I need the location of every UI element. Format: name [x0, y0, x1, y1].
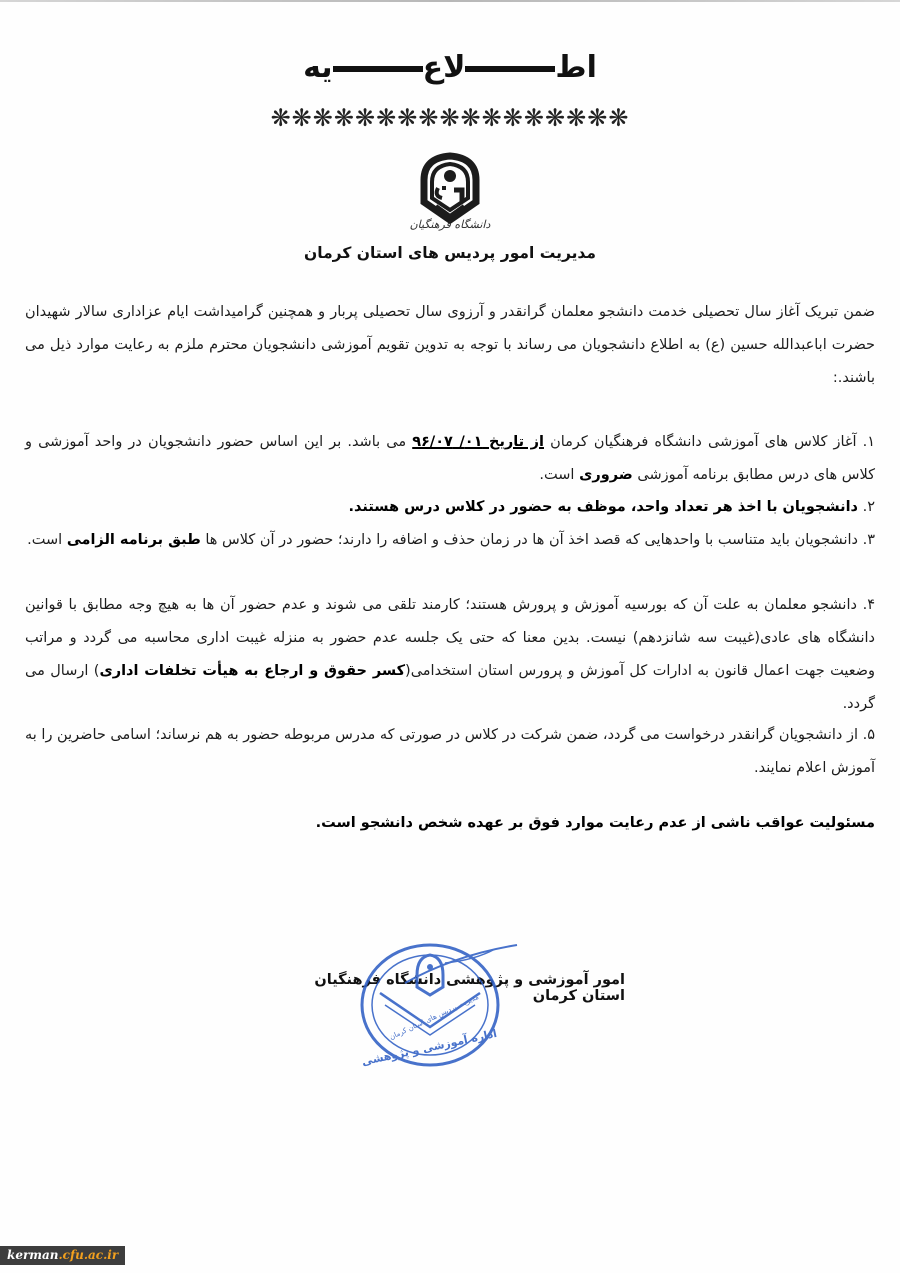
scan-edge — [0, 0, 900, 2]
item-emphasis: کسر حقوق و ارجاع به هیأت تخلفات اداری — [99, 663, 406, 679]
title-part-end: یه — [303, 50, 333, 85]
stamp-inner-text: مدیریت پردیس های استان کرمان — [388, 992, 481, 1042]
item-emphasis: ضروری — [579, 467, 633, 483]
organization-name: مدیریت امور پردیس های استان کرمان — [304, 244, 596, 262]
title-part-mid: لاع — [422, 50, 466, 85]
item-text: ۳. دانشجویان باید متناسب با واحدهایی که قصد اخذ آن ها در زمان حذف و اضافه را دارند؛ حضور در آن کلاس ها — [200, 532, 875, 548]
list-item-1 — [25, 426, 875, 492]
watermark-domain-prefix: kerman — [7, 1248, 59, 1262]
stamp-outer-text: اداره آموزشی و پژوهشی — [360, 1026, 499, 1069]
closing-statement: مسئولیت عواقب ناشی از عدم رعایت موارد فوق بر عهده شخص دانشجو است. — [315, 815, 875, 831]
watermark-domain-suffix: .cfu.ac.ir — [58, 1248, 119, 1262]
list-item-2 — [25, 491, 875, 524]
item-text: ۱. آغاز کلاس های آموزشی دانشگاه فرهنگیان کرمان — [543, 434, 876, 450]
item-emphasis: دانشجویان با اخذ هر تعداد واحد، موظف به حضور در کلاس درس هستند. — [348, 499, 858, 515]
logo-caption: دانشگاه فرهنگیان — [409, 218, 491, 231]
item-text: ۲. — [857, 499, 875, 515]
start-date: از تاریخ ۰۱/ ۹۶/۰۷ — [412, 434, 544, 450]
announcement-title — [240, 50, 660, 85]
decorative-stars: ❋❋❋❋❋❋❋❋❋❋❋❋❋❋❋❋❋ — [270, 104, 630, 132]
intro-paragraph: ضمن تبریک آغاز سال تحصیلی خدمت دانشجو معلمان گرانقدر و آرزوی سال تحصیلی پربار و همچنین گرامیداشت ایام عزاداری سالار شهیدان حضرت اباعبدالله حسین (ع) به اطلاع دانشجویان می رساند با توجه به تدوین تقویم آموزشی دانشجویان محترم ملزم به رعایت موارد ذیل می باشند.: — [25, 304, 875, 386]
title-kashida — [333, 66, 423, 72]
list-item-4 — [25, 589, 875, 721]
list-item-3 — [25, 524, 875, 557]
official-stamp-icon — [345, 935, 520, 1070]
list-item-5 — [25, 719, 875, 785]
site-watermark — [0, 1246, 125, 1265]
title-part-start: اط — [555, 50, 597, 85]
item-emphasis: طبق برنامه الزامی — [66, 532, 201, 548]
item-text: ) ارسال می گردد. — [25, 663, 875, 712]
item-text: می باشد. بر این اساس حضور دانشجویان در واحد آموزشی و کلاس های درس مطابق برنامه آموزشی — [25, 434, 875, 483]
item-text: ۴. دانشجو معلمان به علت آن که بورسیه آموزش و پرورش هستند؛ کارمند تلقی می شوند و عدم حضور آن ها به هیچ وجه مطابق با قوانین دانشگاه های عادی(غیبت سه شانزدهم) نیست. بدین معنا که حتی یک جلسه عدم حضور به منزله غیبت اداری محاسبه می گردد و مراتب وضعیت جهت اعمال قانون به ادارات کل آموزش و پرورس استان استخدامی( — [25, 597, 876, 679]
item-text: است. — [27, 532, 67, 548]
signature-line: امور آموزشی و پژوهشی دانشگاه فرهنگیان استان کرمان — [314, 972, 625, 1004]
title-kashida — [465, 66, 555, 72]
item-text: است. — [539, 467, 580, 483]
item-text: ۵. از دانشجویان گرانقدر درخواست می گردد، ضمن شرکت در کلاس در صورتی که مدرس مربوطه حضور به هم نرساند؛ اسامی حاضرین را به آموزش اعلام نمایند. — [25, 727, 875, 776]
